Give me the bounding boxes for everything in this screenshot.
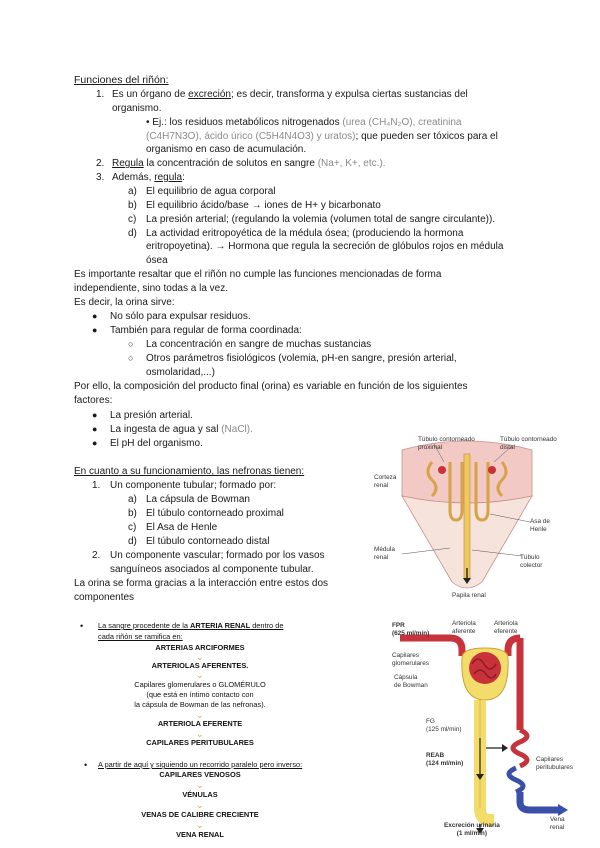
- label-excrecion: Excreción urinaria (1 ml/min): [444, 822, 500, 837]
- label-arteriola-aferente: Arteriola aferente: [452, 620, 476, 635]
- flow-step-5: CAPILARES PERITUBULARES: [146, 738, 254, 747]
- tubular-d-text: El túbulo contorneado distal: [146, 536, 270, 547]
- regulates-b-letter: b): [128, 200, 137, 211]
- label-fpr: FPR (625 ml/min): [392, 622, 430, 637]
- label-papila: Papila renal: [452, 592, 486, 599]
- flow-arrow: ⌄: [196, 820, 204, 830]
- flow-step-9: VENA RENAL: [176, 830, 224, 839]
- flow-arrow: ⌄: [196, 729, 204, 739]
- nefronas-1-num: 1.: [92, 480, 101, 491]
- flow-intro: La sangre procedente de la ARTERIA RENAL dentro de: [98, 621, 284, 630]
- regulates-a-text: El equilibrio de agua corporal: [146, 186, 276, 197]
- bullet-dot: ●: [92, 410, 98, 420]
- label-capilares-glomerulares: Capilares glomerulares: [392, 652, 429, 667]
- tubular-c-text: El Asa de Henle: [146, 522, 218, 533]
- flow-arrow: ⌄: [196, 780, 204, 790]
- bullet-dot: ●: [92, 424, 98, 434]
- bullet-dot: ●: [92, 311, 98, 321]
- flow-intro-2: cada riñón se ramifica en:: [98, 632, 183, 641]
- flow-step-4: ARTERIOLA EFERENTE: [157, 719, 243, 728]
- flow-step-1: ARTERIAS ARCIFORMES: [155, 643, 245, 652]
- tubular-b-letter: b): [128, 508, 137, 519]
- label-tcd: Túbulo contorneado distal: [500, 436, 557, 451]
- flow-bullet-dot: •: [80, 621, 84, 631]
- label-fg: FG (125 ml/min): [426, 718, 462, 733]
- label-capilares-peritubulares: Capilares peritubulares: [536, 756, 573, 771]
- nefronas-2-cont: sanguíneos asociados al componente tubular.: [110, 564, 314, 575]
- kidney-figure: [372, 432, 562, 608]
- paragraph-3-line-1: Por ello, la composición del producto final (orina) es variable en función de los siguientes: [74, 381, 468, 392]
- orina-sub-2-cont: osmolaridad,...): [146, 367, 215, 378]
- regulates-b-text: El equilibrio ácido/base → iones de H+ y bicarbonato: [146, 200, 381, 211]
- example-line-3: organismo en caso de acumulación.: [146, 144, 307, 155]
- label-asa: Asa de Henle: [530, 518, 550, 533]
- regulates-c-letter: c): [128, 214, 137, 225]
- orina-item-2: También para regular de forma coordinada:: [110, 325, 302, 336]
- paragraph-3-line-2: factores:: [74, 395, 113, 406]
- tubular-b-text: El túbulo contorneado proximal: [146, 508, 284, 519]
- flow-arrow: ⌄: [196, 800, 204, 810]
- regulates-d-letter: d): [128, 228, 137, 239]
- regulates-a-letter: a): [128, 186, 137, 197]
- paragraph-2: Es decir, la orina sirve:: [74, 297, 175, 308]
- regulates-d-cont1: eritropoyetina). → Hormona que regula la secreción de glóbulos rojos en médula: [146, 241, 504, 252]
- nefronas-heading: En cuanto a su funcionamiento, las nefronas tienen:: [74, 466, 305, 477]
- label-colector: Túbulo colector: [520, 554, 543, 569]
- regulates-c-text: La presión arterial; (regulando la volemia (volumen total de sangre circulante)).: [146, 214, 496, 225]
- flow-step-7: VÉNULAS: [182, 790, 218, 799]
- flow-step-3b: (que está en íntimo contacto con: [146, 690, 254, 699]
- flow-step-8: VENAS DE CALIBRE CRECIENTE: [141, 810, 259, 819]
- paragraph-4-line-2: componentes: [74, 592, 135, 603]
- bullet-circle: ○: [128, 339, 134, 349]
- regulates-d-cont2: ósea: [146, 255, 168, 266]
- nefronas-1-text: Un componente tubular; formado por:: [110, 480, 277, 491]
- paragraph-1-line-1: Es importante resaltar que el riñón no cumple las funciones mencionadas de forma: [74, 269, 442, 280]
- paragraph-1-line-2: independiente, sino todas a la vez.: [74, 283, 228, 294]
- bullet-dot: ●: [92, 325, 98, 335]
- function-3-num: 3.: [96, 172, 105, 183]
- orina-sub-2: Otros parámetros fisiológicos (volemia, pH-en sangre, presión arterial,: [146, 353, 457, 364]
- label-arteriola-eferente: Arteriola eferente: [494, 620, 518, 635]
- flow-mid: A partir de aquí y siguiendo un recorrido paralelo pero inverso:: [98, 760, 303, 769]
- label-tcp: Túbulo contorneado proximal: [418, 436, 475, 451]
- example-line-2: (C4H7N3O), ácido úrico (C5H4N4O3) y uratos); que pueden ser tóxicos para el: [146, 131, 498, 142]
- function-3-text: Además, regula:: [112, 172, 185, 183]
- nefronas-2-text: Un componente vascular; formado por los vasos: [110, 550, 325, 561]
- flow-step-3a: Capilares glomerulares o GLOMÉRULO: [134, 680, 266, 689]
- function-1-text: Es un órgano de excreción; es decir, transforma y expulsa ciertas sustancias del: [112, 89, 468, 100]
- label-medula: Médula renal: [374, 546, 395, 561]
- orina-sub-1: La concentración en sangre de muchas sustancias: [146, 339, 372, 350]
- flow-arrow: ⌄: [196, 670, 204, 680]
- label-reab: REAB (124 ml/min): [426, 752, 464, 767]
- factor-2: La ingesta de agua y sal (NaCl).: [110, 424, 253, 435]
- factor-1: La presión arterial.: [110, 410, 193, 421]
- tubular-a-letter: a): [128, 494, 137, 505]
- orina-item-1: No sólo para expulsar residuos.: [110, 311, 251, 322]
- regulates-d-text: La actividad eritropoyética de la médula ósea; (produciendo la hormona: [146, 228, 464, 239]
- flow-arrow: ⌄: [196, 652, 204, 662]
- function-1-cont: organismo.: [112, 103, 162, 114]
- function-1-num: 1.: [96, 89, 105, 100]
- tubular-d-letter: d): [128, 536, 137, 547]
- flow-bullet-dot: •: [84, 760, 88, 770]
- label-capsula-bowman: Cápsula de Bowman: [394, 674, 428, 689]
- section-heading: Funciones del riñón:: [74, 74, 169, 86]
- nephron-figure: [390, 618, 580, 840]
- label-corteza: Corteza renal: [374, 474, 397, 489]
- bullet-circle: ○: [128, 353, 134, 363]
- nefronas-2-num: 2.: [92, 550, 101, 561]
- label-vena-renal: Vena renal: [550, 816, 565, 831]
- bullet-dot: ●: [92, 438, 98, 448]
- flow-arrow: ⌄: [196, 710, 204, 720]
- function-2-text: Regula la concentración de solutos en sangre (Na+, K+, etc.).: [112, 158, 386, 169]
- tubular-c-letter: c): [128, 522, 137, 533]
- function-2-num: 2.: [96, 158, 105, 169]
- flow-step-6: CAPILARES VENOSOS: [159, 770, 241, 779]
- example-line-1: • Ej.: los residuos metabólicos nitrogenados (urea (CH₄N₂O), creatinina: [146, 117, 462, 128]
- flow-step-3c: la cápsula de Bowman de las nefronas).: [134, 700, 266, 709]
- flow-step-2: ARTERIOLAS AFERENTES.: [151, 661, 249, 670]
- factor-3: El pH del organismo.: [110, 438, 203, 449]
- paragraph-4-line-1: La orina se forma gracias a la interacción entre estos dos: [74, 578, 329, 589]
- tubular-a-text: La cápsula de Bowman: [146, 494, 250, 505]
